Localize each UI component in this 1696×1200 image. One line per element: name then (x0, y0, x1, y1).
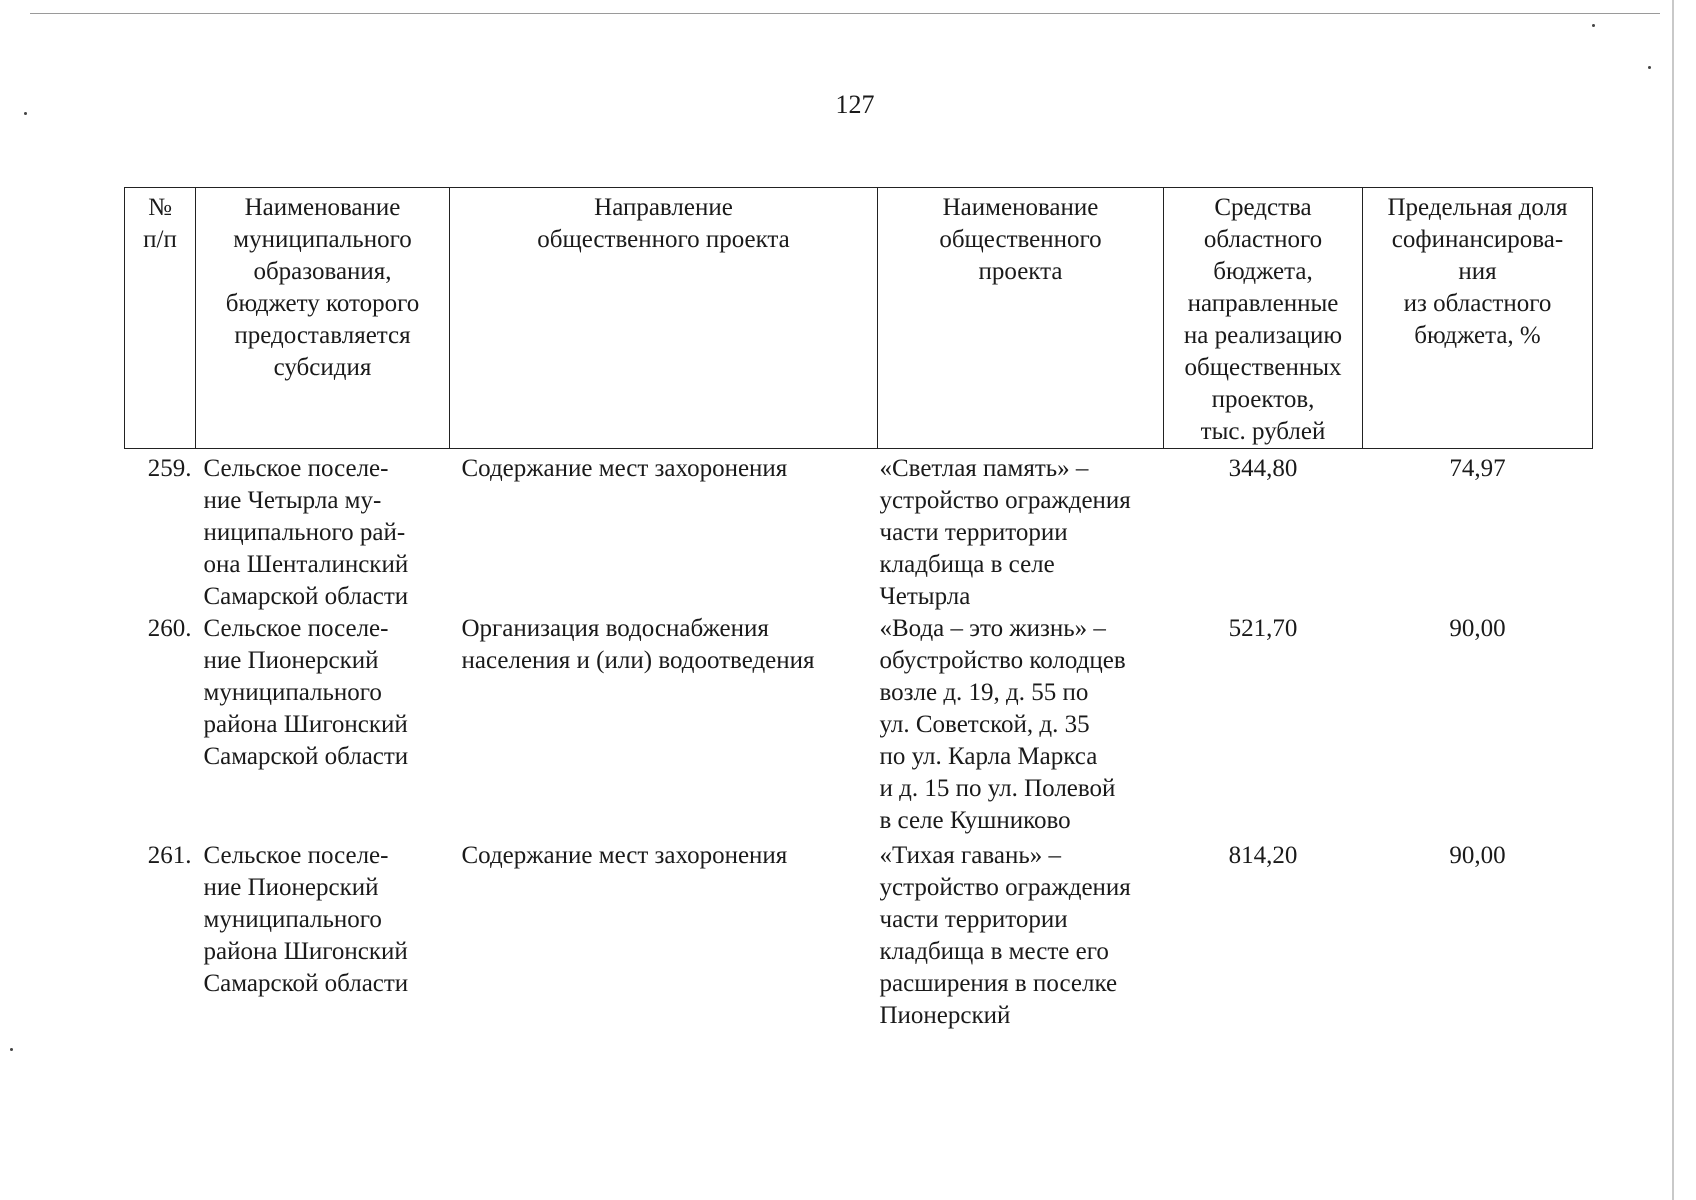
row-funds: 521,70 (1228, 615, 1298, 642)
row-direction: Содержание мест захоронения (461, 455, 788, 482)
row-num: 261. (147, 842, 192, 869)
header-direction: Направление общественного проекта (450, 188, 878, 449)
table-row (125, 449, 1593, 614)
row-project-name: «Вода – это жизнь» – обустройство колодцев возле д. 19, д. 55 по ул. Советской, д. 35 по ул. Карла Маркса и д. 15 по ул. Полевой в селе Кушниково (879, 615, 1126, 834)
row-municipality: Сельское поселе- ние Четырла му- ниципального рай- она Шенталинский Самарской области (203, 455, 409, 610)
table-row (125, 840, 1593, 1032)
scan-edge-right (1672, 0, 1674, 1200)
row-municipality: Сельское поселе- ние Пионерский муниципального района Шигонский Самарской области (203, 842, 409, 997)
row-share: 90,00 (1449, 842, 1506, 869)
row-funds: 344,80 (1228, 455, 1298, 482)
header-share: Предельная доля софинансирова- ния из областного бюджета, % (1363, 188, 1593, 449)
scan-speck (1648, 66, 1651, 69)
scan-speck (10, 1048, 13, 1051)
row-funds: 814,20 (1228, 842, 1298, 869)
scan-edge-top (30, 13, 1660, 14)
row-municipality: Сельское поселе- ние Пионерский муниципального района Шигонский Самарской области (203, 615, 409, 770)
row-project-name: «Тихая гавань» – устройство ограждения части территории кладбища в месте его расширения в поселке Пионерский (879, 842, 1131, 1029)
subsidy-table (124, 187, 1593, 1032)
scan-speck (1592, 24, 1595, 27)
table-header-row (125, 188, 1593, 449)
row-num: 260. (147, 615, 192, 642)
row-direction: Организация водоснабжения населения и (или) водоотведения (461, 615, 815, 674)
header-municipality: Наименование муниципального образования, бюджету которого предоставляется субсидия (196, 188, 450, 449)
row-share: 74,97 (1449, 455, 1506, 482)
header-num: № п/п (125, 188, 196, 449)
page-number: 127 (835, 90, 875, 119)
header-project-name: Наименование общественного проекта (878, 188, 1164, 449)
table-row (125, 613, 1593, 840)
header-funds: Средства областного бюджета, направленные на реализацию общественных проектов, тыс. рублей (1164, 188, 1363, 449)
row-direction: Содержание мест захоронения (461, 842, 788, 869)
row-share: 90,00 (1449, 615, 1506, 642)
row-num: 259. (147, 455, 192, 482)
row-project-name: «Светлая память» – устройство ограждения части территории кладбища в селе Четырла (879, 455, 1131, 610)
